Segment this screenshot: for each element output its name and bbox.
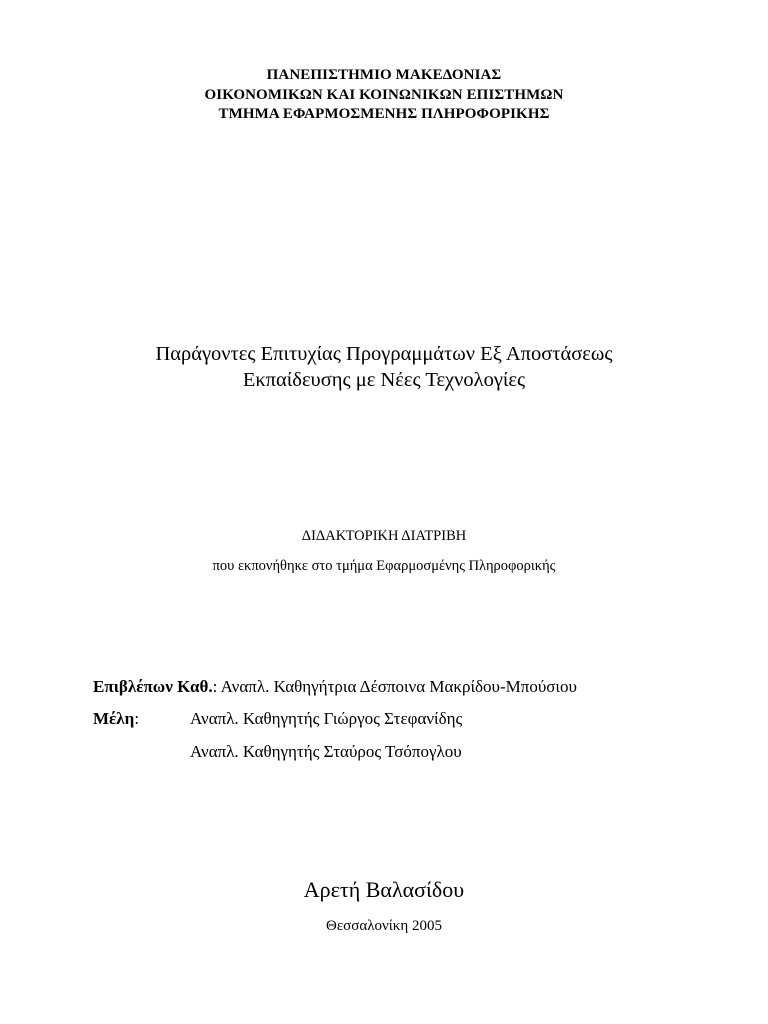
supervisor-row [93, 676, 577, 698]
department-name: ΤΜΗΜΑ ΕΦΑΡΜΟΣΜΕΝΗΣ ΠΛΗΡΟΦΟΡΙΚΗΣ [218, 106, 550, 122]
members-row [93, 708, 463, 730]
members-label: Μέλη [93, 709, 135, 728]
author-name: Αρετή Βαλασίδου [303, 877, 465, 902]
committee-member: Αναπλ. Καθηγητής Γιώργος Στεφανίδης [190, 709, 463, 728]
members-separator: : [134, 709, 140, 728]
supervisor-label: Επιβλέπων Καθ. [93, 677, 213, 696]
committee-member: Αναπλ. Καθηγητής Σταύρος Τσόπογλου [190, 742, 462, 761]
thesis-type: ΔΙΔΑΚΤΟΡΙΚΗ ΔΙΑΤΡΙΒΗ [301, 528, 467, 544]
thesis-title-line-1: Παράγοντες Επιτυχίας Προγραμμάτων Εξ Αποστάσεως [155, 343, 613, 365]
supervisor-name: Αναπλ. Καθηγήτρια Δέσποινα Μακρίδου-Μπούσιου [220, 677, 577, 696]
university-name: ΠΑΝΕΠΙΣΤΗΜΙΟ ΜΑΚΕΔΟΝΙΑΣ [266, 67, 502, 83]
supervisor-separator: : [212, 677, 221, 696]
thesis-description: που εκπονήθηκε στο τμήμα Εφαρμοσμένης Πληροφορικής [212, 558, 556, 574]
place-year: Θεσσαλονίκη 2005 [326, 918, 442, 934]
thesis-title-line-2: Εκπαίδευσης με Νέες Τεχνολογίες [242, 369, 526, 391]
faculty-name: ΟΙΚΟΝΟΜΙΚΩΝ ΚΑΙ ΚΟΙΝΩΝΙΚΩΝ ΕΠΙΣΤΗΜΩΝ [204, 87, 564, 103]
